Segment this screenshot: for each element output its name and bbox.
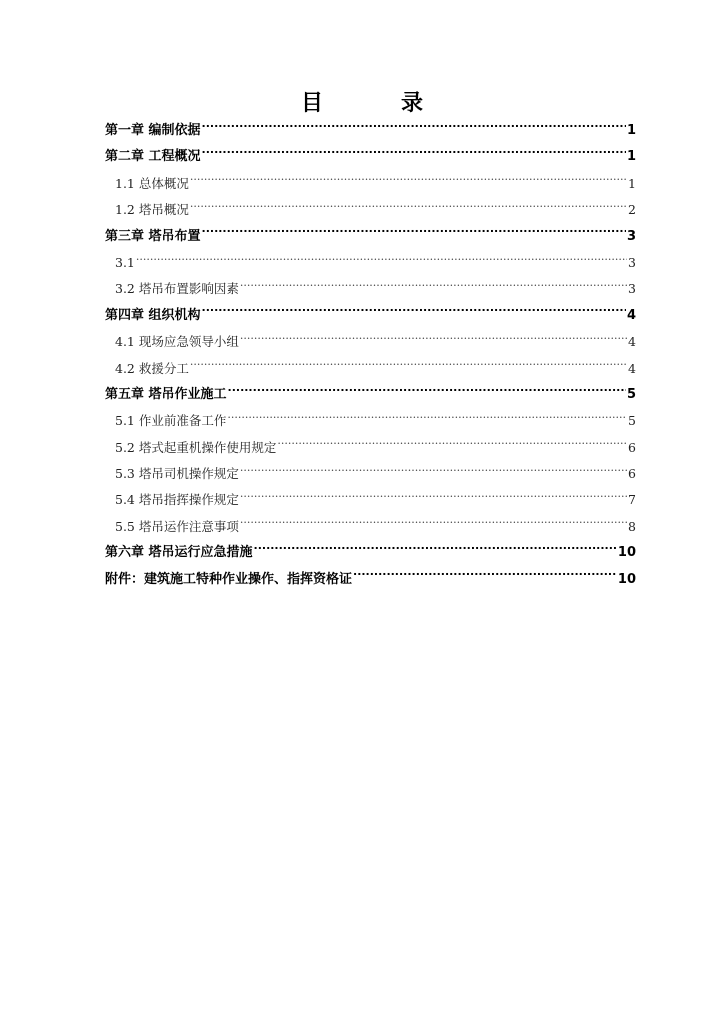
toc-section-entry[interactable] [105,329,636,355]
toc-entry-title: 5.1 作业前准备工作 [115,413,227,429]
toc-entry-title: 5.2 塔式起重机操作使用规定 [115,439,277,455]
toc-section-entry[interactable] [105,250,636,276]
toc-section-entry[interactable] [105,276,636,302]
toc-page-number: 2 [628,202,636,218]
toc-chapter-entry[interactable] [105,144,636,170]
toc-entry-title: 第六章 塔吊运行应急措施 [105,545,253,561]
toc-dot-leader [254,543,617,556]
toc-chapter-entry[interactable] [105,567,636,593]
toc-entry-title: 附件：建筑施工特种作业操作、指挥资格证 [105,571,353,587]
toc-entry-title: 第四章 组织机构 [105,307,201,323]
toc-dot-leader [240,466,627,479]
toc-page-number: 3 [628,254,636,270]
toc-page-number: 5 [626,386,636,402]
toc-entry-title: 5.4 塔吊指挥操作规定 [115,492,239,508]
toc-entry-title: 第三章 塔吊布置 [105,228,201,244]
toc-dot-leader [190,202,627,215]
toc-dot-leader [240,281,627,294]
toc-page-number: 1 [628,175,636,191]
toc-section-entry[interactable] [105,487,636,513]
toc-chapter-entry[interactable] [105,303,636,329]
toc-section-entry[interactable] [105,197,636,223]
toc-dot-leader [202,306,626,319]
toc-page-number: 4 [628,334,636,350]
toc-dot-leader [240,334,627,347]
toc-entry-title: 第五章 塔吊作业施工 [105,386,227,402]
toc-dot-leader [227,413,627,426]
toc-entry-title: 4.1 现场应急领导小组 [115,334,239,350]
toc-dot-leader [202,227,626,240]
toc-section-entry[interactable] [105,435,636,461]
toc-dot-leader [228,385,626,398]
toc-page-number: 3 [626,228,636,244]
toc-entry-title: 1.2 塔吊概况 [115,202,189,218]
toc-page-number: 6 [628,439,636,455]
toc-page-number: 3 [628,281,636,297]
toc-dot-leader [190,175,627,188]
toc-page-number: 4 [628,360,636,376]
toc-chapter-entry[interactable] [105,118,636,144]
toc-page-number: 7 [628,492,636,508]
toc-chapter-entry[interactable] [105,224,636,250]
toc-page-number: 4 [626,307,636,323]
toc-page-number: 6 [628,466,636,482]
toc-dot-leader [136,254,627,267]
toc-chapter-entry[interactable] [105,540,636,566]
toc-page-number: 1 [626,123,636,138]
toc-dot-leader [277,439,627,452]
toc-section-entry[interactable] [105,171,636,197]
toc-entry-title: 第一章 编制依据 [105,123,201,138]
table-of-contents [105,118,636,593]
toc-page-number: 10 [617,545,636,561]
toc-entry-title: 第二章 工程概况 [105,149,201,165]
toc-title: 目 录 [300,91,451,116]
toc-page-number: 10 [617,571,636,587]
toc-page-number: 1 [626,149,636,165]
toc-section-entry[interactable] [105,461,636,487]
toc-entry-title: 1.1 总体概况 [115,175,189,191]
toc-entry-title: 5.3 塔吊司机操作规定 [115,466,239,482]
toc-section-entry[interactable] [105,408,636,434]
toc-entry-title: 4.2 救援分工 [115,360,189,376]
toc-dot-leader [240,518,627,531]
toc-section-entry[interactable] [105,356,636,382]
toc-dot-leader [202,147,626,160]
toc-page-number: 8 [628,518,636,534]
toc-dot-leader [353,570,617,583]
toc-entry-title: 5.5 塔吊运作注意事项 [115,518,239,534]
toc-entry-title: 3.2 塔吊布置影响因素 [115,281,239,297]
toc-dot-leader [202,121,626,134]
toc-entry-title: 3.1 [115,254,135,270]
toc-page-number: 5 [628,413,636,429]
toc-section-entry[interactable] [105,514,636,540]
toc-dot-leader [240,492,627,505]
toc-dot-leader [190,360,627,373]
toc-chapter-entry[interactable] [105,382,636,408]
